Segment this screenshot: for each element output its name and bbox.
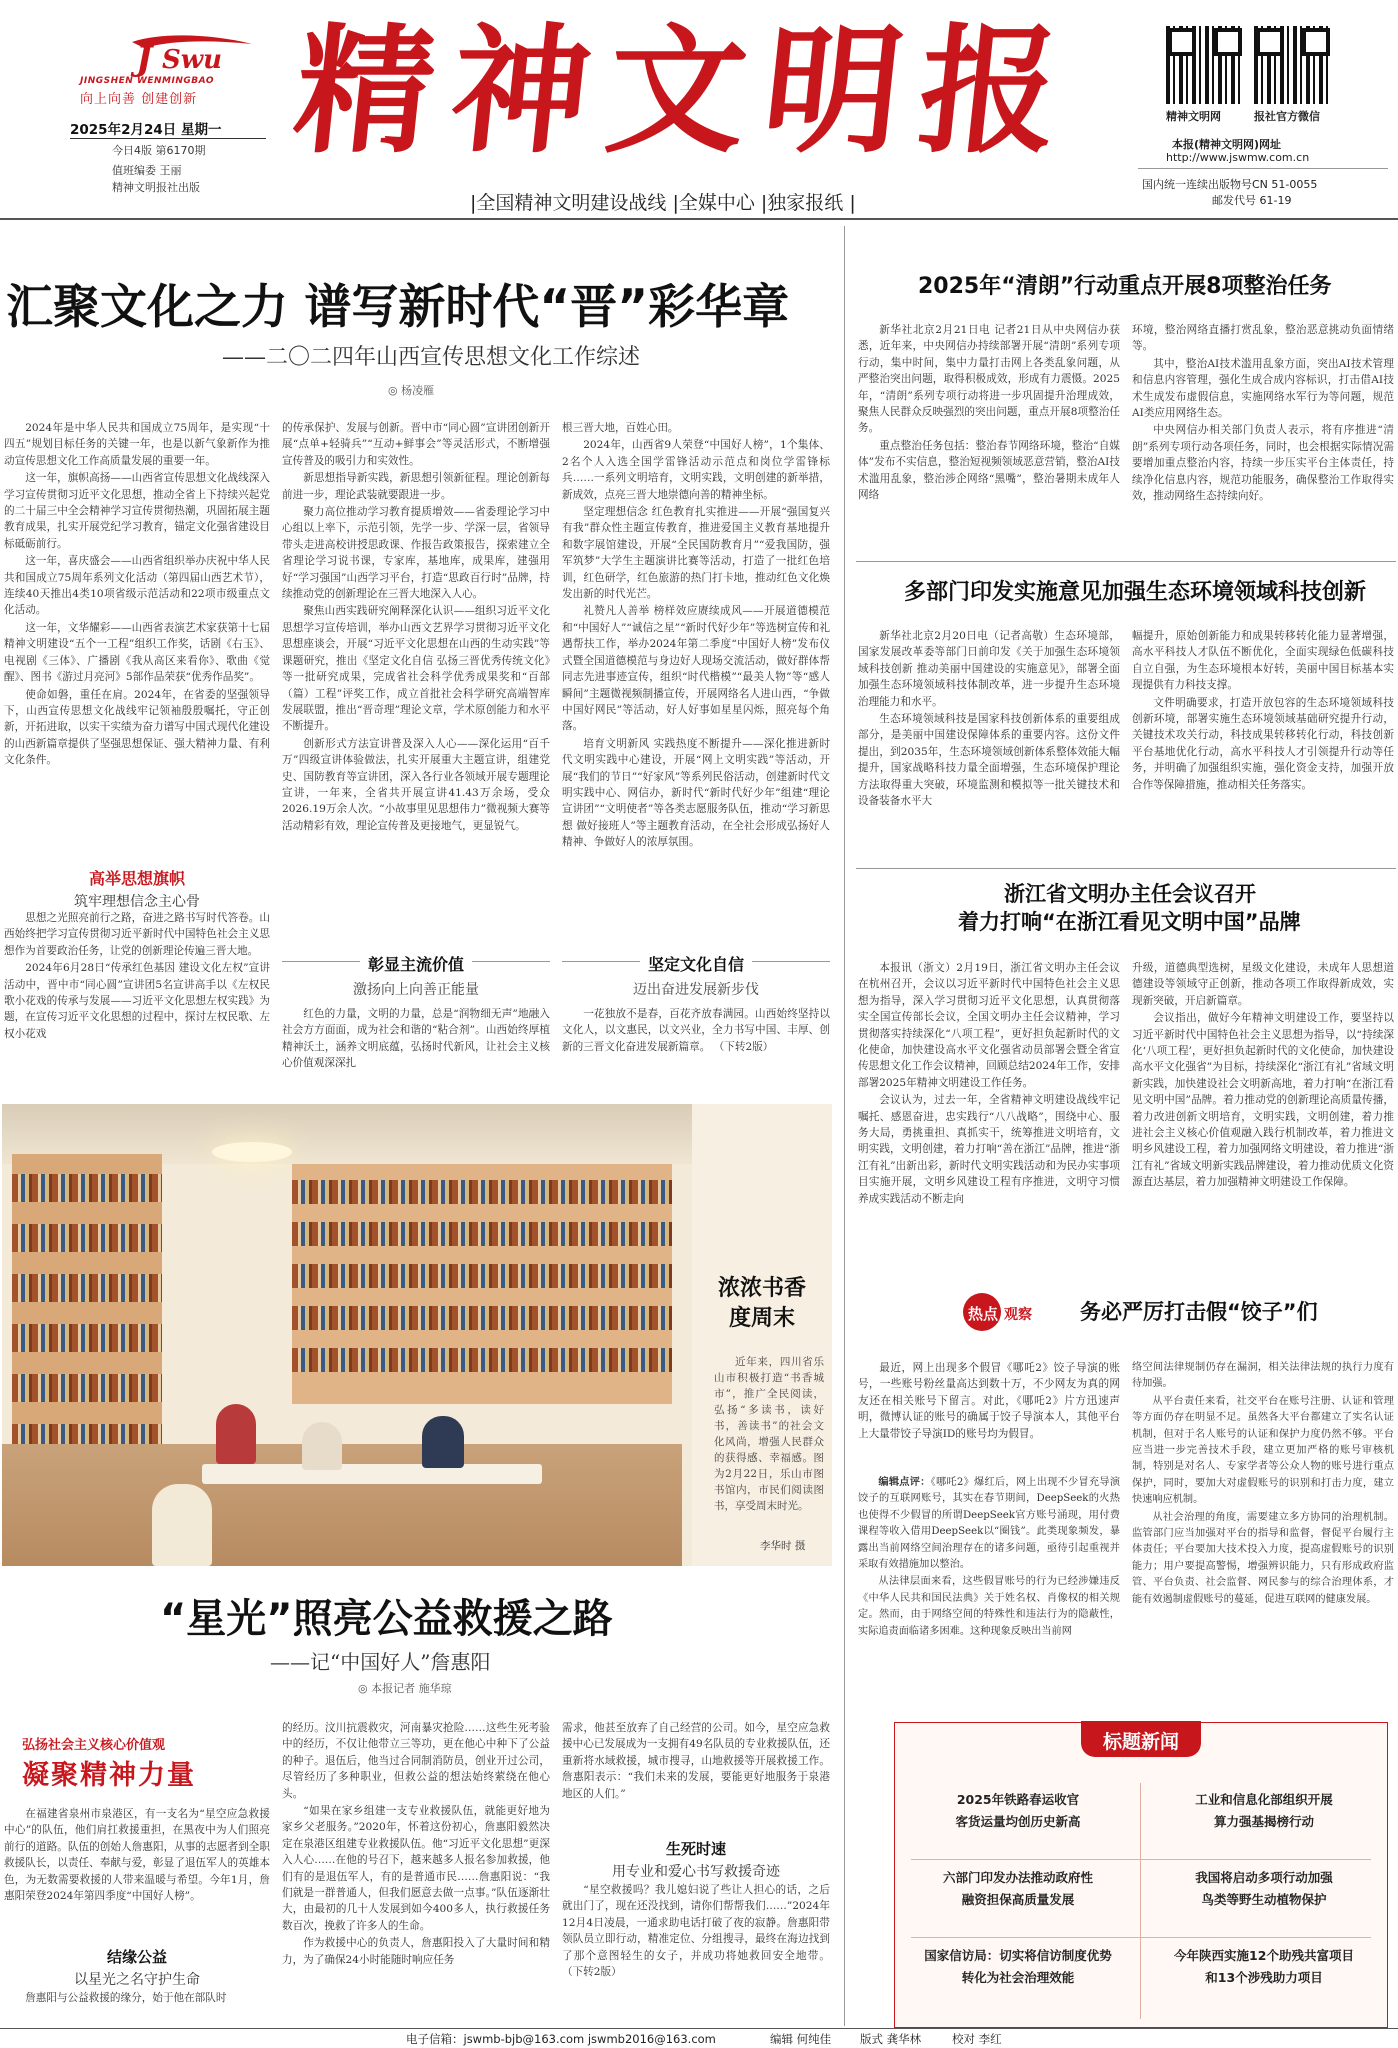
paragraph: 这一年，文华耀彩——山西省表演艺术家获第十七届精神文明建设“五个一工程”组织工作奖，话剧《右玉》、电视剧《三体》、广播剧《我从高区来看你》、歌曲《觉醒》、图书《游过月亮河》5部作品荣获“优秀作品奖”。 [4, 621, 270, 684]
right-story3-headline-1: 浙江省文明办主任会议召开 [1004, 882, 1256, 906]
svg-text:Swu: Swu [162, 45, 223, 75]
paragraph: 思想之光照亮前行之路，奋进之路书写时代答卷。山西始终把学习宣传贯彻习近平新时代中国特色社会主义思想作为首要政治任务，让党的创新理论传遍三晋大地。 [4, 912, 270, 957]
site-url[interactable]: http://www.jswmw.com.cn [1166, 151, 1310, 164]
paragraph: 其中，整治AI技术滥用乱象方面，突出AI技术管理和信息内容管理，强化生成合成内容标识，打击借AI技术生成发布虚假信息，实施网络水军行为等问题，规范AI类应用网络生态。 [1132, 357, 1394, 420]
duty-editor: 值班编委 王丽 [112, 164, 182, 177]
section-title: 坚定文化自信 [640, 952, 752, 975]
svg-text:观察: 观察 [1004, 1307, 1032, 1323]
news-item-line: 六部门印发办法推动政府性 [942, 1870, 1093, 1885]
lead-headline: 汇聚文化之力 谱写新时代“晋”彩华章 [6, 280, 790, 335]
news-item[interactable] [1141, 1789, 1387, 1833]
paragraph: 从法律层面来看，这些假冒账号的行为已经涉嫌违反《中华人民共和国民法典》关于姓名权、肖像权的相关规定。然而，由于网络空间的特殊性和违法行为的隐蔽性，实际追责面临诸多困难。这种现象反映出当前网 [858, 1576, 1120, 1637]
right-story4-col-1 [858, 1360, 1120, 1468]
paragraph: 这一年，喜庆盛会——山西省组织举办庆祝中华人民共和国成立75周年系列文化活动（第四届山西艺术节），连续40天推出4类10项省级示范活动和22项市级重点文化活动。 [4, 555, 270, 617]
newspaper-title: 精神文明报 [287, 9, 1085, 172]
section-subtitle: 以星光之名守护生命 [74, 1972, 200, 1988]
photo-title-line-1: 浓浓书香 [717, 1276, 806, 1301]
right-story3-col-1 [858, 960, 1120, 1290]
masthead-date-rule [70, 138, 266, 139]
section-subtitle: 用专业和爱心书写救援奇迹 [612, 1864, 780, 1880]
paragraph: 培育文明新风 实践热度不断提升——深化推进新时代文明实践中心建设，开展“网上文明实践”等活动，开展“我们的节日”“好家风”等系列民俗活动，创建新时代文明实践中心、网信办，新时代“新时代好少年”组建“理论宣讲团”“文明使者”等各类志愿服务队伍，推动“学习新思想 做好接班人”等主题教育活动，在全社会形成弘扬好人精神、争做好人的浓厚氛围。 [562, 737, 830, 849]
paragraph: 红色的力量，文明的力量，总是“润物细无声”地融入社会方方面面，成为社会和谐的“粘合剂”。山西始终厚植精神沃土，涵养文明底蕴，弘扬时代新风，让社会主义核心价值观深深扎 [282, 1008, 550, 1070]
paragraph: 的传承保护、发展与创新。晋中市“同心圆”宣讲团创新开展“点单+轻骑兵”“互动+鲜事会”等灵活形式，不断增强宣传普及的吸引力和实效性。 [282, 422, 550, 467]
news-item-line: 鸟类等野生动植物保护 [1201, 1892, 1327, 1907]
right-story2-col-1 [858, 628, 1120, 860]
photo-reader-1 [216, 1404, 256, 1464]
headline-news-box [894, 1722, 1388, 2028]
story2-section-2 [562, 1838, 830, 1881]
story2-col-1b [4, 1990, 270, 2024]
issue-number: 今日4版 第6170期 [112, 144, 206, 157]
photo-reader-2 [302, 1422, 342, 1470]
paragraph: “如果在家乡组建一支专业救援队伍，就能更好地为家乡父老服务。”2020年，怀着这份初心，詹惠阳毅然决定在泉港区组建专业救援队伍。他“习近平文化思想”更深入人心……在他的号召下，越来越多人报名参加救援，他们有的是退伍军人，有的是普通市民……詹惠阳说：“我们就是一群普通人，但我们愿意去做一点事。”队伍逐渐壮大，由最初的几十人发展到如今400多人，执行救援任务数百次，挽救了许多人的生命。 [282, 1805, 550, 1932]
lead-col-2b [282, 1006, 550, 1102]
site-line-1: 本报(精神文明网)网址 [1172, 138, 1282, 151]
photo-lamp [212, 1142, 292, 1162]
paragraph: 会议指出，做好今年精神文明建设工作，要坚持以习近平新时代中国特色社会主义思想为指导，以“持续深化‘八项工程’，更好担负起新时代的文化使命，加快建设高水平文化强省”为目标，持续深化“浙江有礼”省域文明新实践，加快建设社会文明新高地，着力打响“在浙江看见文明中国”品牌。着力推动党的创新理论高质量传播，着力改进创新文明培育，文明实践，文明创建，着力推进社会主义核心价值观融入践行机制改革，着力推进文明乡风建设工程，着力加强网络文明建设，着力推进“浙江有礼”省域文明新实践品牌建设，着力推动优质文化资源直达基层，着力加强精神文明建设工作保障。 [1132, 1012, 1394, 1189]
right-story1-col-1 [858, 322, 1120, 554]
right-story4-col-2 [1132, 1360, 1394, 1702]
photo-credit: 李华时 摄 [760, 1540, 806, 1552]
footer-email: 电子信箱：jswmb-bjb@163.com jswmb2016@163.com [406, 2032, 716, 2046]
nav-item-strategy[interactable]: |全国精神文明建设战线 [470, 192, 667, 214]
paragraph: 的经历。汶川抗震救灾，河南暴灾抢险……这些生死考验中的经历，不仅让他带立三等功，更在他心中种下了公益的种子。退伍后，他当过合同制消防员，创业开过公司，尽管经历了多种职业，但救公益的想法始终萦绕在他心头。 [282, 1722, 550, 1800]
story2-subhead: ——记“中国好人”詹惠阳 [270, 1650, 491, 1674]
newspaper-logo [92, 34, 262, 80]
news-item[interactable] [1141, 1945, 1387, 1989]
badge-line-2: 凝聚精神力量 [22, 1760, 196, 1791]
nav-item-media-center[interactable]: |全媒中心 [672, 192, 755, 214]
paragraph: 聚焦山西实践研究阐释深化认识——组织习近平文化思想学习宣传培训，举办山西文艺界学习贯彻习近平文化思想座谈会，开展“习近平文化思想在山西的生动实践”等课题研究，推出《坚定文化自信 弘扬三晋优秀传统文化》等一批研究成果，完成省社会科学优秀成果奖和“百部（篇）工程”评奖工作，成立首批社会科学研究高端智库发展联盟，推出“晋奇理”理论文章，学术原创能力和水平不断提升。 [282, 605, 550, 733]
paragraph: 根三晋大地，百姓心田。 [562, 422, 679, 434]
issue-date: 2025年2月24日 星期一 [70, 122, 222, 138]
comment-label: 编辑点评： [878, 1476, 931, 1488]
lead-col-3b [562, 1006, 830, 1102]
masthead [0, 0, 1398, 214]
news-box-row-divider [911, 1859, 1371, 1860]
story2-headline: “星光”照亮公益救援之路 [160, 1596, 613, 1642]
paragraph: 环境，整治网络直播打赏乱象，整治恶意挑动负面情绪等。 [1132, 324, 1394, 353]
news-box-row-divider [911, 1937, 1371, 1938]
story2-col-3b [562, 1882, 830, 2024]
photo-table [202, 1464, 542, 1484]
right-story2-col-2 [1132, 628, 1394, 860]
news-item[interactable] [895, 1789, 1141, 1833]
right-rule-2 [856, 868, 1396, 869]
lead-section-3 [562, 952, 830, 999]
photo-floor [2, 1444, 682, 1566]
right-story1-headline: 2025年“清朗”行动重点开展8项整治任务 [918, 274, 1332, 299]
qr-label-wechat: 报社官方微信 [1254, 110, 1320, 123]
paragraph: 礼赞凡人善举 榜样效应赓续成风——开展道德模范和“中国好人”“诚信之星”“新时代好少年”等选树宣传和礼遇帮扶工作，举办2024年第二季度“中国好人榜”发布仪式暨全国道德模范与身边好人现场交流活动，做好群体帮同志先进事迹宣传，组织“时代楷模”“最美人物”等“感人瞬间”主题微视频制播宣传，开展网络名人进山西，“争做中国好网民”等活动，好人好事如星星闪烁，照亮每个角落。 [562, 605, 830, 733]
lead-col-1 [4, 420, 270, 860]
news-box-title: 标题新闻 [1102, 1731, 1179, 1753]
library-photo [2, 1104, 832, 1566]
logo-text: JINGSHEN WENMINGBAO [80, 76, 214, 86]
footer [0, 2030, 1398, 2048]
news-item-line: 客货运量均创历史新高 [955, 1814, 1081, 1829]
lead-byline: ◎ 杨凌雁 [388, 384, 435, 397]
right-rule-1 [856, 561, 1396, 562]
svg-text:J: J [136, 39, 153, 79]
paragraph: 在福建省泉州市泉港区，有一支名为“星空应急救援中心”的队伍，他们肩扛救援重担，在黑夜中为人们照亮前行的道路。队伍的创始人詹惠阳，从事的志愿者到全职救援队长，以责任、奉献与爱，彰显了退伍军人的英雄本色，为无数需要救援的人带来温暖与希望。今年1月，詹惠阳荣登2024年第四季度“中国好人榜”。 [4, 1808, 270, 1903]
paragraph: 创新形式方法宣讲普及深入人心——深化运用“百千万”四级宣讲体验做法，扎实开展重大主题宣讲，组建党史、国防教育等宣讲团，深入各行业各领域开展专题理论宣讲，一年来，全省共开展宣讲41.43万余场，受众2026.19万余人次。“小故事里见思想伟力”微视频大赛等活动精彩有效，理论宣传普及更接地气，更显锐气。 [282, 737, 550, 832]
footer-rule [0, 2028, 1398, 2029]
lead-subhead: ——二〇二四年山西宣传思想文化工作综述 [222, 345, 641, 370]
news-box-center-divider [1140, 1783, 1141, 2019]
photo-title-line-2: 度周末 [728, 1306, 795, 1331]
story2-byline: ◎ 本报记者 施华琼 [358, 1682, 452, 1695]
story2-col-1 [4, 1806, 270, 1936]
lead-col-1b [4, 910, 270, 1102]
paragraph: 从社会治理的角度，需要建立多方协同的治理机制。监管部门应当加强对平台的指导和监督，督促平台履行主体责任；平台要加大技术投入力度，提高虚假账号的识别能力；用户要提高警惕，增强辨识能力，只有形成政府监管、平台负责、社会监督、网民参与的综合治理体系，才能有效遏制虚假账号的蔓延，促进互联网的健康发展。 [1132, 1511, 1394, 1605]
news-item-line: 转化为社会治理效能 [961, 1970, 1075, 1985]
section-subtitle: 迈出奋进发展新步伐 [633, 982, 759, 998]
paragraph: 升级，道德典型选树，星级文化建设，未成年人思想道德建设等领域守正创新，推动各项工作取得新成效，实现新突破，开启新篇章。 [1132, 962, 1394, 1007]
paragraph: 2024年6月28日“传承红色基因 建设文化左权”宣讲活动中，晋中市“同心圆”宣讲团5名宣讲高手以《左权民歌小花戏的传承与发展——习近平文化思想左权实践》为题，在宣传习近平文化思想的过程中，探讨左权民歌、左权小花戏 [4, 962, 270, 1040]
news-item-line: 国家信访局：切实将信访制度优势 [924, 1948, 1112, 1963]
svg-text:热点: 热点 [968, 1305, 999, 1323]
paragraph: 最近，网上出现多个假冒《哪吒2》饺子导演的账号，一些账号粉丝量高达到数十万，不少网友为真的网友还在相关账号下留言。对此，《哪吒2》片方迅速声明，微博认证的账号的确属于饺子导演本人，其他平台上大量带饺子导演ID的账号均为假冒。 [858, 1362, 1120, 1440]
paragraph: 幅提升，原始创新能力和成果转移转化能力显著增强，高水平科技人才队伍不断优化，全面实现绿色低碳科技自立自强，为生态环境根本好转，美丽中国目标基本实现提供有力科技支撑。 [1132, 630, 1394, 692]
photo-title [692, 1274, 832, 1334]
section-title: 生死时速 [665, 1840, 726, 1858]
paragraph: 新华社北京2月20日电（记者高敬）生态环境部，国家发展改革委等部门日前印发《关于加强生态环境领域科技创新 推动美丽中国建设的实施意见》，部署全面加强生态环境领域科技体制改革，进一步提升生态环境治理能力和水平。 [858, 630, 1120, 708]
masthead-nav [470, 188, 856, 215]
paragraph: 会议认为，过去一年，全省精神文明建设战线牢记嘱托、感恩奋进，忠实践行“八八战略”，围绕中心、服务大局，勇挑重担、真抓实干，统筹推进文明培育，文明实践，文明创建，着力打响“善在浙江”品牌，推进“浙江有礼”出新出彩，新时代文明实践活动和为民办实事项目实施开展，文明乡风建设工程有序推进，文明守习惯养成实践活动不断走向 [858, 1094, 1120, 1205]
footer-layout: 版式 龚华林 [860, 2032, 922, 2046]
paragraph: 中央网信办相关部门负责人表示，将有序推进“清朗”系列专项行动各项任务，同时，也会根据实际情况需要增加重点整治内容，持续一步压实平台主体责任，持续净化信息内容，规范功能服务，确保整治工作取得实效，推动网络生态持续向好。 [1132, 424, 1394, 503]
section-title: 彰显主流价值 [360, 952, 472, 975]
paragraph: 詹惠阳与公益救援的缘分，始于他在部队时 [25, 1992, 227, 2004]
paragraph: 本报讯（浙文）2月19日，浙江省文明办主任会议在杭州召开，会议以习近平新时代中国特色社会主义思想为指导，深入学习贯彻习近平文化思想，认真贯彻落实全国宣传部长会议，全国文明办主任会议精神，学习贯彻落实持续深化“八项工程”，更好担负起新时代的文化使命，加快建设高水平文化强省动员部署会暨全省宣传思想文化工作会议精神，回顾总结2024年工作，安排部署2025年精神文明建设工作任务。 [858, 962, 1120, 1089]
right-story4-col-1b [858, 1474, 1120, 1702]
right-story4-headline: 务必严厉打击假“饺子”们 [1080, 1300, 1318, 1324]
hot-topic-icon [958, 1290, 1058, 1334]
paragraph: 新华社北京2月21日电 记者21日从中央网信办获悉，近年来，中央网信办持续部署开展“清朗”系列专项行动，集中时间，集中力量打击网上各类乱象问题，从严整治突出问题，取得积极成效，形成有力震慑。2025年，“清朗”系列专项行动将进一步巩固提升治理成效，聚焦人民群众反映强烈的突出问题，重点开展8项整治任务。 [858, 324, 1120, 435]
section-title: 结缘公益 [106, 1948, 167, 1966]
qr-code-website [1166, 26, 1244, 104]
slogan: 向上向善 创建创新 [80, 92, 198, 107]
lead-section-2 [282, 952, 550, 999]
masthead-right-rule [1138, 168, 1388, 169]
core-values-badge [22, 1734, 262, 1791]
photo-reader-4 [152, 1484, 212, 1566]
lead-section-1 [4, 866, 270, 911]
news-item-line: 今年陕西实施12个助残共富项目 [1174, 1948, 1354, 1963]
photo-caption: 近年来，四川省乐山市积极打造“书香城市”，推广全民阅读，弘扬“多读书，读好书，善读书”的社会文化风尚，增强人民群众的获得感、幸福感。图为2月22日，乐山市图书馆内，市民们阅读图书，享受周末时光。 [714, 1356, 824, 1512]
right-story2-headline: 多部门印发实施意见加强生态环境领域科技创新 [904, 580, 1367, 605]
paragraph: 生态环境领域科技是国家科技创新体系的重要组成部分，是美丽中国建设保障体系的重要内容。这份文件提出，到2035年，生态环境领域创新体系整体效能大幅提升，国家战略科技力量全面增强，生态环境保护理论方法取得重大突破，环境监测和模拟等一批关键技术和设备装备水平大 [858, 713, 1120, 808]
story2-section-1 [4, 1946, 270, 1989]
badge-line-1: 弘扬社会主义核心价值观 [22, 1738, 166, 1753]
section-title: 高举思想旗帜 [88, 869, 185, 888]
news-item-line: 我国将启动多项行动加强 [1195, 1870, 1333, 1885]
news-item-line: 2025年铁路春运收官 [956, 1792, 1080, 1807]
paragraph: 使命如磐，重任在肩。2024年，在省委的坚强领导下，山西宣传思想文化战线牢记领袖殷殷嘱托，守正创新，开拓进取，以实干实绩为奋力谱写中国式现代化建设的山西新篇章提供了坚强思想保证、强大精神力量、有利文化条件。 [4, 688, 270, 767]
paragraph: 从平台责任来看，社交平台在账号注册、认证和管理等方面仍存在明显不足。虽然各大平台都建立了实名认证机制，但对于名人账号的认证和保护力度仍然不够。平台应当进一步完善技术手段，建立更加严格的账号审核机制，特别是对名人、专家学者等公众人物的账号进行重点保护，同时，要加大对虚假账号的识别和打击力度，建立快速响应机制。 [1132, 1395, 1394, 1506]
footer-editor: 编辑 何纯佳 [770, 2032, 832, 2046]
paragraph: 重点整治任务包括：整治春节网络环境，整治“自媒体”发布不实信息，整治短视频领域恶意营销，整治AI技术滥用乱象，整治涉企网络“黑嘴”，整治暑期未成年人网络 [858, 439, 1120, 502]
qr-code-wechat [1254, 26, 1332, 104]
news-item-line: 融资担保高质量发展 [961, 1892, 1075, 1907]
bookshelf-right [292, 1164, 672, 1404]
news-item-line: 算力强基揭榜行动 [1213, 1814, 1314, 1829]
right-story1-col-2 [1132, 322, 1394, 554]
post-code: 邮发代号 61-19 [1212, 194, 1292, 207]
qr-label-website: 精神文明网 [1166, 110, 1221, 123]
paragraph: 坚定理想信念 红色教育扎实推进——开展“强国复兴有我”群众性主题宣传教育，推进爱国主义教育基地提升和数字展馆建设，开展“全民国防教育月”“爱我国防，强军筑梦”大学生主题演讲比赛等活动，打造了一批红色培训，红色研学，红色旅游的热门打卡地，推动红色文化焕发出新的时代光芒。 [562, 506, 830, 601]
paragraph: 聚力高位推动学习教育提质增效——省委理论学习中心组以上率下，示范引领，先学一步、学深一层，省领导带头走进高校讲授思政课、作报告政策报告，探索建立全省理论学习说书课，专家库，基地库，成果库，建强用好“学习强国”山西学习平台，打造“思政百行时”品牌，持续推动党的创新理论在三晋大地深入人心。 [282, 506, 550, 601]
hot-topic-badge [958, 1290, 1058, 1334]
lead-col-2 [282, 420, 550, 940]
right-story3-col-2 [1132, 960, 1394, 1290]
cn-number: 国内统一连续出版物号CN 51-0055 [1142, 178, 1318, 191]
paragraph: 2024年，山西省9人荣登“中国好人榜”，1个集体、2名个人入选全国学雷锋活动示范点和岗位学雷锋标兵……一系列文明培育，文明实践，文明创建的新举措，新成效，点亮三晋大地崇德向善的精神坐标。 [562, 439, 830, 501]
news-item[interactable] [895, 1945, 1141, 1989]
story2-col-2 [282, 1720, 550, 2024]
paragraph: 一花独放不是春，百花齐放春满园。山西始终坚持以文化人，以文惠民，以文兴业，全力书写中国、丰厚、创新的三晋文化奋进发展新篇章。 （下转2版） [562, 1008, 830, 1053]
paragraph: 《哪吒2》爆红后，网上出现不少冒充导演饺子的互联网账号，其实在春节期间，DeepSeek的火热也使得不少假冒的所谓DeepSeek官方账号涌现，用付费课程等收入借用DeepSeek以“圈钱”。此类现象频发，暴露出当前网络空间治理存在的诸多问题，亟待引起重视并采取有效措施加以整治。 [858, 1477, 1120, 1571]
footer-proofreader: 校对 李红 [952, 2032, 1002, 2046]
publisher: 精神文明报社出版 [112, 181, 200, 194]
main-column-divider [844, 226, 845, 2026]
nav-divider: | [849, 192, 856, 214]
paragraph: 文件明确要求，打造开放包容的生态环境领域科技创新环境，部署实施生态环境领域基础研究提升行动，关键技术攻关行动，科技成果转移转化行动，科技创新平台基地优化行动，高水平科技人才引领提升行动等任务，并明确了加强组织实施，强化资金支持，加强开放合作等保障措施，推动相关任务落实。 [1132, 696, 1394, 791]
photo-reader-3 [422, 1416, 464, 1468]
section-subtitle: 激扬向上向善正能量 [353, 982, 479, 998]
news-item-line: 工业和信息化部组织开展 [1195, 1792, 1333, 1807]
paragraph: 2024年是中华人民共和国成立75周年，是实现“十四五”规划目标任务的关键一年，也是以新气象新作为推动宣传思想文化工作高质量发展的重要一年。 [4, 422, 270, 467]
paragraph: “星空救援吗？我儿媳妇说了些让人担心的话，之后就出门了，现在还没找到，请你们帮帮我们……”2024年12月4日凌晨，一通求助电话打破了夜的寂静。詹惠阳带领队员立即行动，精准定位、分组搜寻，最终在海边找到了那个意图轻生的女子，并成功将她救回安全地带。 （下转2版） [562, 1884, 830, 1979]
story2-col-3 [562, 1720, 830, 1834]
paragraph: 需求，他甚至放弃了自己经营的公司。如今，星空应急救援中心已发展成为一支拥有49名队员的专业救援队伍，还重新将水域救援，城市搜寻，山地救援等开展救援工作。詹惠阳表示：“我们未来的发展，要能更好地服务于泉港地区的人们。” [562, 1722, 830, 1800]
news-item-line: 和13个涉残助力项目 [1205, 1970, 1323, 1985]
paragraph: 新思想指导新实践，新思想引领新征程。理论创新每前进一步，理论武装就要跟进一步。 [282, 472, 550, 501]
right-story3-headline-2: 着力打响“在浙江看见文明中国”品牌 [958, 910, 1301, 934]
news-item[interactable] [895, 1867, 1141, 1911]
paragraph: 络空间法律规制仍存在漏洞，相关法律法规的执行力度有待加强。 [1132, 1362, 1394, 1390]
paragraph: 作为救援中心的负责人，詹惠阳投入了大量时间和精力，为了确保24小时能随时响应任务 [282, 1937, 550, 1966]
news-item[interactable] [1141, 1867, 1387, 1911]
paragraph: 这一年，旗帜高扬——山西省宣传思想文化战线深入学习宣传贯彻习近平文化思想，推动全省上下持续兴起党的二十届三中全会精神学习宣传贯彻热潮，巩固拓展主题教育成果，扎实开展党纪学习教育，锚定文化强省建设目标砥砺前行。 [4, 472, 270, 550]
section-subtitle: 筑牢理想信念主心骨 [74, 894, 200, 910]
nav-item-exclusive[interactable]: |独家报纸 [760, 192, 844, 214]
lead-col-3 [562, 420, 830, 940]
masthead-bottom-rule [0, 218, 1398, 220]
